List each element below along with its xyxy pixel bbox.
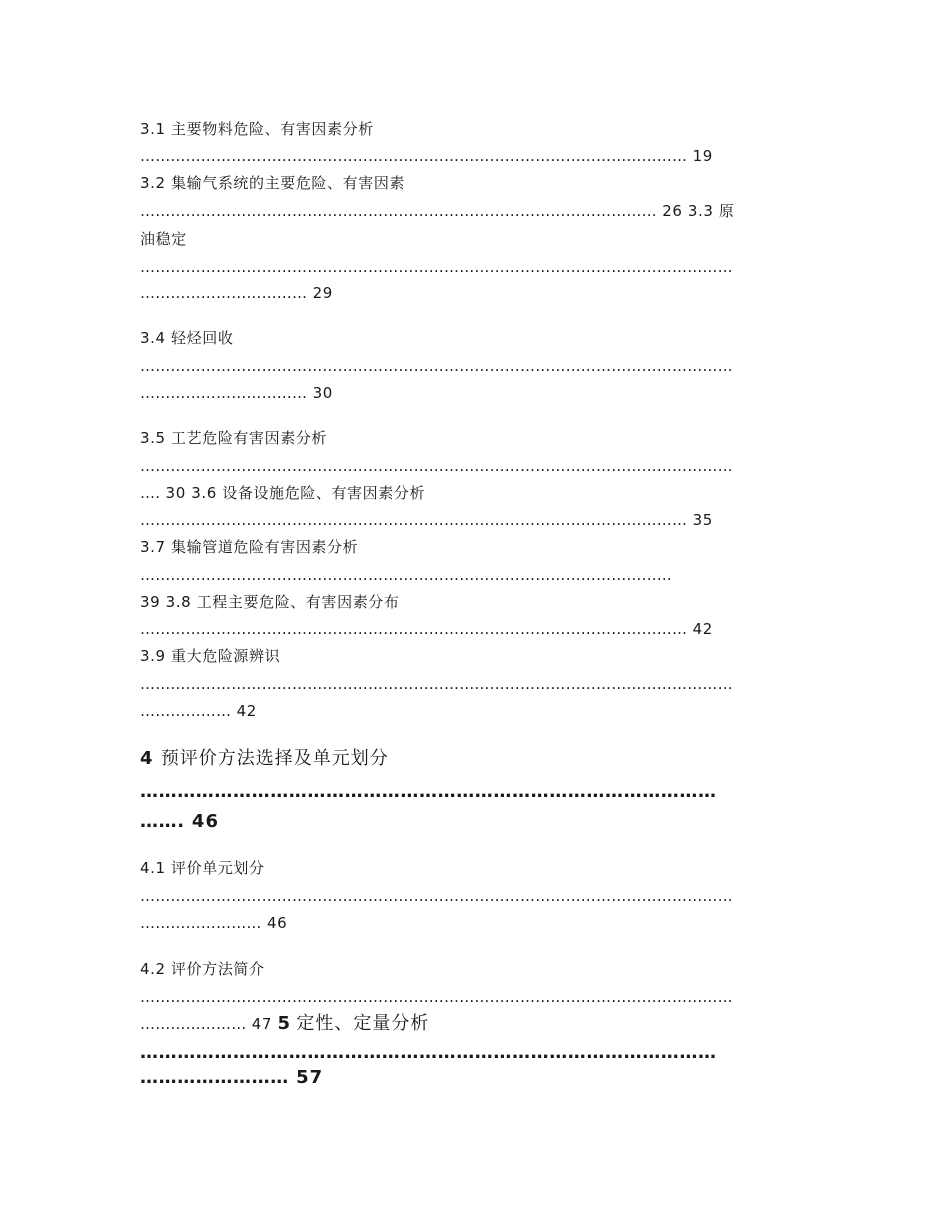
toc-ch5-dots2: …………………… xyxy=(140,1067,289,1088)
toc-3-3-dots2: …………………………… xyxy=(140,284,308,302)
toc-ch5-text: 定性、定量分析 xyxy=(296,1013,430,1034)
toc-3-9-leader xyxy=(140,701,257,721)
toc-3-4-leader xyxy=(140,383,333,403)
toc-3-5-dots2: …. xyxy=(140,484,161,502)
toc-3-3-dots-line1 xyxy=(140,257,733,277)
toc-3-6-title: 3.6 设备设施危险、有害因素分析 xyxy=(191,484,426,502)
toc-3-9-title: 3.9 重大危险源辨识 xyxy=(140,647,281,665)
toc-3-3-title-cont: 油稳定 xyxy=(140,230,187,248)
toc-3-9-dots-line1 xyxy=(140,674,733,694)
toc-ch5-dots1: ………………………………………………………………………………… xyxy=(140,1042,717,1063)
toc-3-7-3-8-line xyxy=(140,592,400,612)
toc-3-2-title: 3.2 集输气系统的主要危险、有害因素 xyxy=(140,174,406,192)
toc-4-1-leader xyxy=(140,913,287,933)
toc-ch4-num: 4 xyxy=(140,748,154,769)
toc-3-8-dots: ……………………………………………………………………………………………… xyxy=(140,620,688,638)
toc-ch5-page: 57 xyxy=(296,1067,324,1088)
toc-3-8-page: 42 xyxy=(692,620,713,638)
toc-3-9-page: 42 xyxy=(236,702,257,720)
toc-4-2-title: 4.2 评价方法简介 xyxy=(140,960,265,978)
toc-3-6-page: 35 xyxy=(692,511,713,529)
toc-ch5-num: 5 xyxy=(277,1013,291,1034)
toc-3-1-dots: ……………………………………………………………………………………………… xyxy=(140,147,688,165)
toc-3-4-dots-line1 xyxy=(140,356,733,376)
toc-4-2-ch5-line xyxy=(140,1012,429,1036)
toc-4-1-dots2: …………………… xyxy=(140,914,262,932)
toc-ch4-page: 46 xyxy=(191,811,219,832)
toc-3-5-dots-line1 xyxy=(140,456,733,476)
toc-3-9-dots2: ……………… xyxy=(140,702,232,720)
toc-ch4-title xyxy=(140,747,389,771)
toc-3-2-page: 26 3.3 原 xyxy=(662,202,735,220)
toc-3-5-dots1: ……………………………………………………………………………………………………… xyxy=(140,457,733,475)
toc-4-2-dots2: ………………… xyxy=(140,1015,247,1033)
toc-4-1-dots-line1 xyxy=(140,886,733,906)
toc-3-6-dots: ……………………………………………………………………………………………… xyxy=(140,511,688,529)
toc-3-2-leader xyxy=(140,201,734,221)
toc-3-3-leader xyxy=(140,283,333,303)
toc-4-2-page: 47 xyxy=(251,1015,273,1033)
toc-3-2-dots: ………………………………………………………………………………………… xyxy=(140,202,657,220)
toc-3-3-page: 29 xyxy=(312,284,333,302)
toc-3-4-dots1: ……………………………………………………………………………………………………… xyxy=(140,357,733,375)
toc-ch4-text: 预评价方法选择及单元划分 xyxy=(160,748,389,769)
toc-3-5-3-6-line xyxy=(140,483,425,503)
toc-3-1-page: 19 xyxy=(692,147,713,165)
toc-3-4-title: 3.4 轻烃回收 xyxy=(140,329,234,347)
toc-ch4-dots2: ……. xyxy=(140,811,185,832)
toc-4-2-dots-line1 xyxy=(140,987,733,1007)
toc-3-1-title: 3.1 主要物料危险、有害因素分析 xyxy=(140,120,374,138)
toc-3-3-dots1: ……………………………………………………………………………………………………… xyxy=(140,258,733,276)
toc-4-1-title: 4.1 评价单元划分 xyxy=(140,859,265,877)
toc-4-1-dots1: ……………………………………………………………………………………………………… xyxy=(140,887,733,905)
toc-4-1-page: 46 xyxy=(266,914,288,932)
toc-3-8-title: 3.8 工程主要危险、有害因素分布 xyxy=(165,593,400,611)
toc-ch4-dots1: ………………………………………………………………………………… xyxy=(140,781,717,802)
toc-3-9-dots1: ……………………………………………………………………………………………………… xyxy=(140,675,733,693)
toc-ch4-dots-line1 xyxy=(140,780,717,804)
toc-3-7-page: 39 xyxy=(140,593,161,611)
toc-3-4-dots2: …………………………… xyxy=(140,384,308,402)
toc-ch5-leader xyxy=(140,1066,323,1090)
toc-3-4-page: 30 xyxy=(312,384,333,402)
toc-3-7-title: 3.7 集输管道危险有害因素分析 xyxy=(140,538,359,556)
toc-3-6-leader xyxy=(140,510,713,530)
toc-3-5-page: 30 xyxy=(165,484,186,502)
toc-3-7-dots-line xyxy=(140,565,672,585)
toc-3-7-dots: …………………………………………………………………………………………… xyxy=(140,566,672,584)
toc-3-8-leader xyxy=(140,619,713,639)
toc-ch5-dots-line1 xyxy=(140,1041,717,1065)
toc-ch4-leader xyxy=(140,810,219,834)
toc-4-2-dots1: ……………………………………………………………………………………………………… xyxy=(140,988,733,1006)
toc-3-5-title: 3.5 工艺危险有害因素分析 xyxy=(140,429,328,447)
toc-3-1-leader xyxy=(140,146,713,166)
